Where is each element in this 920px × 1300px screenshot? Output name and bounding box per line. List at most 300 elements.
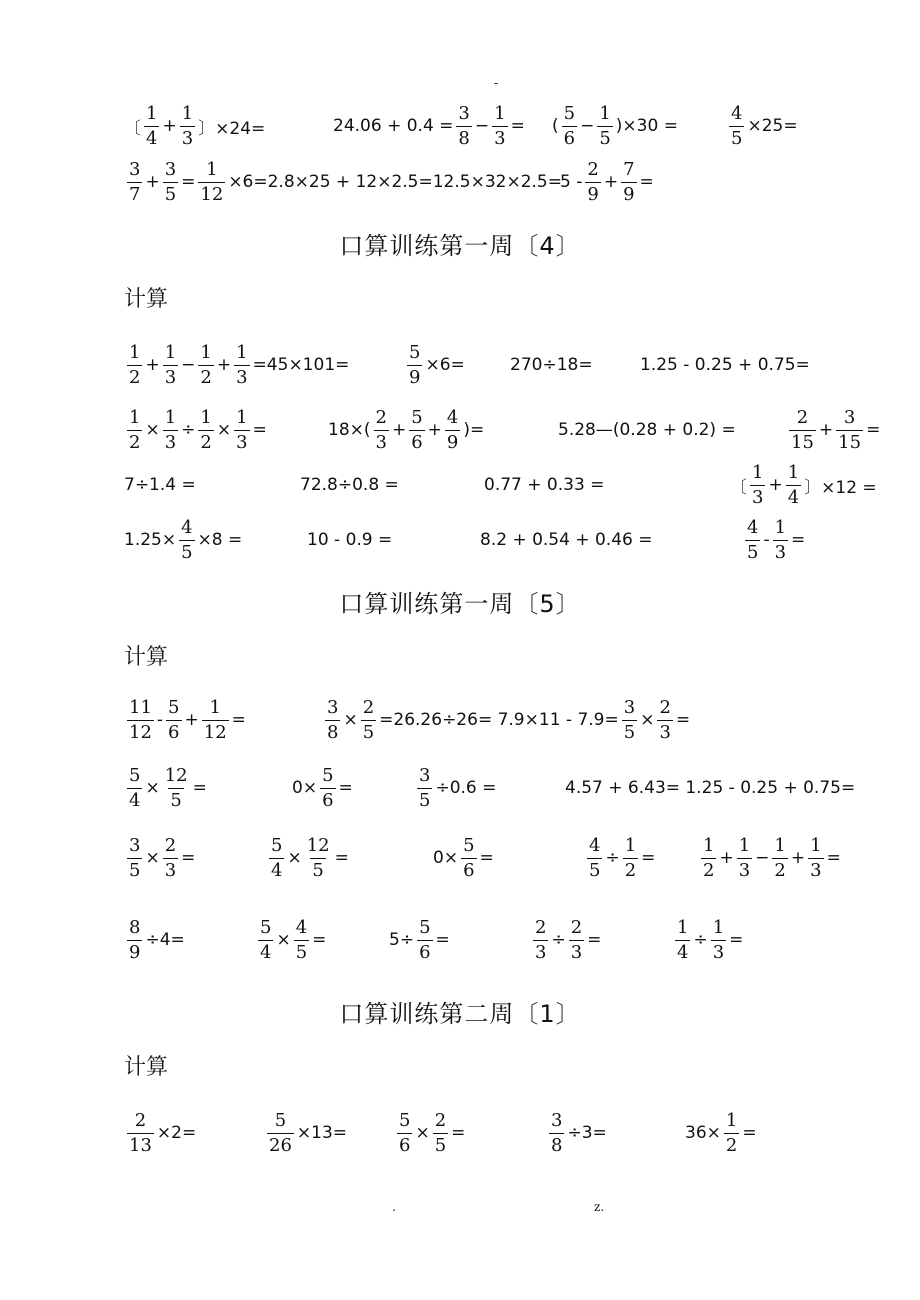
- fraction-denominator: 15: [791, 431, 814, 453]
- fraction-numerator: 2: [570, 916, 583, 938]
- fraction: [657, 696, 672, 743]
- fraction-numerator: 1: [774, 516, 787, 538]
- fraction-denominator: 9: [446, 431, 459, 453]
- expression-text: =: [742, 1123, 757, 1143]
- problem-row: [0, 152, 920, 212]
- expression-text: 36×: [685, 1123, 721, 1143]
- section-title: 口算训练第二周〔1〕: [339, 1000, 581, 1028]
- expression-text: ×: [287, 848, 302, 868]
- expression-text: =: [510, 116, 525, 136]
- fraction-numerator: 2: [587, 158, 599, 180]
- expression-text: -: [156, 710, 164, 730]
- fraction-numerator: 1: [725, 1109, 738, 1131]
- fraction-numerator: 1: [181, 102, 194, 124]
- fraction: [675, 916, 690, 963]
- expression-text: 24.06 + 0.4 =: [333, 116, 454, 136]
- fraction-numerator: 1: [206, 158, 218, 180]
- fraction: [729, 102, 744, 149]
- fraction: [320, 764, 335, 811]
- fraction-numerator: 3: [843, 406, 856, 428]
- fraction: [433, 1109, 448, 1156]
- fraction-numerator: 1: [209, 696, 221, 718]
- expression-text: =: [435, 930, 450, 950]
- math-expression: [266, 828, 349, 888]
- fraction: [701, 834, 716, 881]
- fraction-numerator: 1: [599, 102, 611, 124]
- fraction-denominator: 8: [458, 127, 470, 149]
- fraction: [202, 696, 229, 743]
- problem-row: [0, 335, 920, 395]
- expression-text: )×30 =: [615, 116, 678, 136]
- fraction-numerator: 1: [677, 916, 689, 938]
- fraction: [737, 834, 752, 881]
- fraction: [587, 834, 602, 881]
- expression-text: ×13=: [296, 1123, 348, 1143]
- math-expression: [560, 152, 654, 212]
- fraction-numerator: 2: [796, 406, 809, 428]
- footer-right-mark: z.: [594, 1200, 605, 1214]
- fraction-numerator: 11: [129, 696, 152, 718]
- fraction: [198, 158, 225, 205]
- fraction-numerator: 1: [164, 406, 177, 428]
- expression-text: −: [580, 116, 595, 136]
- expression-text: 10 - 0.9 =: [307, 530, 393, 550]
- expression-text: =: [729, 930, 744, 950]
- expression-text: =: [338, 778, 353, 798]
- expression-text: 7÷1.4 =: [124, 475, 196, 495]
- fraction: [808, 834, 823, 881]
- fraction-denominator: 5: [731, 127, 743, 149]
- problem-row: [0, 910, 920, 970]
- expression-text: ÷0.6 =: [435, 778, 497, 798]
- math-expression: [558, 400, 736, 460]
- fraction-denominator: 5: [181, 541, 193, 563]
- expression-text: 0×: [292, 778, 318, 798]
- fraction: [234, 341, 249, 388]
- fraction: [127, 834, 142, 881]
- fraction: [623, 834, 638, 881]
- expression-text: ÷4=: [145, 930, 185, 950]
- fraction-numerator: 1: [164, 341, 177, 363]
- fraction-denominator: 3: [164, 366, 177, 388]
- math-expression: [124, 455, 196, 515]
- fraction-numerator: 1: [236, 341, 248, 363]
- expression-text: ×6=2.8×25 + 12×2.5=12.5×32×2.5=: [228, 172, 562, 192]
- math-expression: [726, 96, 798, 156]
- fraction-numerator: 1: [752, 461, 764, 483]
- expression-text: ×: [145, 848, 160, 868]
- expression-text: ÷: [693, 930, 708, 950]
- fraction: [549, 1109, 564, 1156]
- expression-text: =: [826, 848, 841, 868]
- fraction-numerator: 4: [181, 516, 193, 538]
- math-expression: [742, 510, 805, 570]
- fraction-numerator: 4: [589, 834, 601, 856]
- expression-text: 5 -: [560, 172, 583, 192]
- fraction-numerator: 5: [260, 916, 272, 938]
- fraction: [179, 516, 194, 563]
- expression-text: ×2=: [156, 1123, 197, 1143]
- fraction-denominator: 6: [563, 127, 576, 149]
- fraction-denominator: 5: [170, 789, 182, 811]
- expression-text: ×: [415, 1123, 430, 1143]
- fraction: [127, 406, 142, 453]
- fraction-numerator: 5: [399, 1109, 411, 1131]
- expression-text: +: [768, 475, 783, 495]
- expression-text: =: [181, 172, 196, 192]
- section-title: 口算训练第一周〔4〕: [339, 232, 581, 260]
- fraction: [127, 916, 142, 963]
- fraction-denominator: 9: [129, 941, 141, 963]
- expression-text: 0×: [433, 848, 459, 868]
- fraction: [773, 516, 788, 563]
- fraction-denominator: 13: [129, 1134, 152, 1156]
- fraction-numerator: 2: [164, 834, 177, 856]
- math-expression: [685, 1103, 757, 1163]
- problem-row: [0, 1103, 920, 1163]
- expression-text: =: [866, 420, 881, 440]
- expression-text: 270÷18=: [510, 355, 593, 375]
- expression-text: 1.25×: [124, 530, 177, 550]
- expression-text: 5.28—(0.28 + 0.2) =: [558, 420, 736, 440]
- fraction-numerator: 2: [659, 696, 671, 718]
- fraction: [163, 158, 178, 205]
- fraction-numerator: 5: [274, 1109, 287, 1131]
- expression-text: ×: [216, 420, 232, 440]
- fraction: [461, 834, 476, 881]
- math-expression: [484, 455, 604, 515]
- fraction-denominator: 3: [164, 859, 177, 881]
- math-expression: [698, 828, 841, 888]
- fraction-numerator: 5: [409, 341, 421, 363]
- expression-text: ×: [145, 778, 160, 798]
- expression-text: =: [641, 848, 656, 868]
- fraction-numerator: 3: [551, 1109, 563, 1131]
- footer-left-mark: .: [392, 1200, 396, 1214]
- fraction-denominator: 4: [787, 486, 800, 508]
- fraction: [772, 834, 787, 881]
- fraction: [198, 341, 213, 388]
- problem-row: [0, 510, 920, 570]
- fraction-denominator: 4: [271, 859, 283, 881]
- fraction-numerator: 1: [236, 406, 248, 428]
- section-label: 计算: [124, 645, 169, 670]
- fraction: [127, 158, 142, 205]
- expression-text: =: [479, 848, 494, 868]
- fraction-numerator: 2: [362, 696, 375, 718]
- expression-text: =: [312, 930, 327, 950]
- fraction-denominator: 3: [752, 486, 764, 508]
- math-expression: [786, 400, 880, 460]
- fraction: [269, 834, 284, 881]
- fraction-numerator: 5: [411, 406, 423, 428]
- math-expression: [404, 335, 465, 395]
- fraction: [144, 102, 159, 149]
- expression-text: =: [192, 778, 207, 798]
- section-title: 口算训练第一周〔5〕: [339, 590, 581, 618]
- expression-text: +: [427, 420, 442, 440]
- fraction: [492, 102, 507, 149]
- fraction: [234, 406, 249, 453]
- fraction: [789, 406, 816, 453]
- math-expression: [124, 828, 195, 888]
- expression-text: 〕×24=: [198, 118, 266, 139]
- fraction-numerator: 1: [738, 834, 751, 856]
- fraction-denominator: 2: [624, 859, 637, 881]
- expression-text: +: [818, 420, 834, 440]
- fraction-numerator: 4: [731, 102, 743, 124]
- expression-text: +: [790, 848, 806, 868]
- fraction-numerator: 8: [129, 916, 141, 938]
- math-expression: [124, 910, 185, 970]
- math-expression: [552, 96, 678, 156]
- math-expression: [433, 828, 494, 888]
- fraction: [456, 102, 471, 149]
- fraction-numerator: 1: [712, 916, 725, 938]
- fraction: [325, 696, 340, 743]
- expression-text: ×8 =: [197, 530, 243, 550]
- fraction: [409, 406, 424, 453]
- fraction-denominator: 6: [411, 431, 423, 453]
- math-expression: [565, 758, 855, 818]
- fraction-denominator: 3: [164, 431, 177, 453]
- fraction-denominator: 15: [838, 431, 862, 453]
- header-mark: -: [494, 76, 499, 90]
- fraction-numerator: 12: [306, 834, 330, 856]
- fraction-denominator: 3: [570, 941, 583, 963]
- fraction-denominator: 9: [587, 183, 599, 205]
- math-expression: [328, 400, 484, 460]
- fraction: [127, 696, 154, 743]
- fraction-numerator: 1: [810, 834, 822, 856]
- fraction-numerator: 3: [129, 834, 141, 856]
- expression-text: −: [181, 355, 196, 375]
- expression-text: ×: [276, 930, 291, 950]
- fraction: [361, 696, 376, 743]
- expression-text: −: [474, 116, 490, 136]
- fraction-numerator: 4: [295, 916, 308, 938]
- fraction: [374, 406, 389, 453]
- fraction: [267, 1109, 294, 1156]
- math-expression: [672, 910, 743, 970]
- math-expression: [124, 510, 242, 570]
- fraction-denominator: 3: [659, 721, 671, 743]
- fraction-denominator: 5: [312, 859, 324, 881]
- fraction: [163, 341, 178, 388]
- expression-text: =: [451, 1123, 466, 1143]
- fraction: [597, 102, 612, 149]
- problem-row: [0, 758, 920, 818]
- expression-text: ×25=: [747, 116, 798, 136]
- fraction-denominator: 3: [375, 431, 387, 453]
- math-expression: [414, 758, 496, 818]
- fraction-numerator: 1: [703, 834, 715, 856]
- fraction: [445, 406, 460, 453]
- expression-text: =45×101=: [252, 355, 350, 375]
- fraction-denominator: 3: [535, 941, 547, 963]
- fraction-denominator: 3: [236, 366, 248, 388]
- fraction-denominator: 8: [551, 1134, 563, 1156]
- fraction-denominator: 6: [419, 941, 431, 963]
- fraction: [163, 406, 178, 453]
- math-expression: [255, 910, 326, 970]
- math-expression: [300, 455, 399, 515]
- fraction-denominator: 2: [774, 859, 786, 881]
- fraction: [417, 916, 432, 963]
- fraction-numerator: 2: [434, 1109, 447, 1131]
- expression-text: (: [552, 116, 559, 136]
- fraction: [127, 764, 142, 811]
- expression-text: ÷3=: [567, 1123, 607, 1143]
- expression-text: =26.26÷26= 7.9×11 - 7.9=: [379, 710, 619, 730]
- fraction-denominator: 2: [725, 1134, 738, 1156]
- fraction: [836, 406, 863, 453]
- fraction-denominator: 12: [203, 721, 227, 743]
- math-expression: [510, 335, 593, 395]
- expression-text: +: [145, 355, 160, 375]
- fraction-denominator: 26: [269, 1134, 292, 1156]
- fraction-denominator: 5: [599, 127, 611, 149]
- fraction-denominator: 3: [236, 431, 248, 453]
- math-expression: [584, 828, 655, 888]
- fraction-numerator: 5: [129, 764, 141, 786]
- fraction: [294, 916, 309, 963]
- expression-text: ×: [343, 710, 358, 730]
- expression-text: ÷: [181, 420, 196, 440]
- expression-text: ×6=: [425, 355, 465, 375]
- fraction-denominator: 4: [260, 941, 272, 963]
- fraction-numerator: 5: [322, 764, 334, 786]
- fraction-denominator: 6: [463, 859, 475, 881]
- fraction-denominator: 5: [419, 789, 431, 811]
- fraction-denominator: 3: [181, 127, 194, 149]
- fraction-denominator: 4: [129, 789, 141, 811]
- expression-text: 0.77 + 0.33 =: [484, 475, 605, 495]
- expression-text: -: [763, 530, 770, 550]
- fraction-denominator: 5: [434, 1134, 447, 1156]
- fraction: [417, 764, 432, 811]
- fraction-denominator: 2: [200, 431, 212, 453]
- math-expression: [264, 1103, 347, 1163]
- problem-row: [0, 690, 920, 750]
- math-expression: [124, 335, 349, 395]
- fraction-numerator: 1: [494, 102, 506, 124]
- fraction-denominator: 5: [747, 541, 759, 563]
- expression-text: )=: [463, 420, 485, 440]
- math-expression: [124, 400, 267, 460]
- fraction: [163, 834, 178, 881]
- fraction-numerator: 7: [623, 158, 635, 180]
- fraction: [533, 916, 548, 963]
- expression-text: +: [391, 420, 407, 440]
- fraction-denominator: 5: [164, 183, 177, 205]
- fraction: [305, 834, 332, 881]
- fraction-denominator: 2: [129, 431, 141, 453]
- fraction-numerator: 1: [624, 834, 637, 856]
- expression-text: ×: [145, 420, 160, 440]
- problem-row: [0, 455, 920, 515]
- fraction-numerator: 2: [134, 1109, 147, 1131]
- fraction: [750, 461, 765, 508]
- fraction-numerator: 2: [535, 916, 547, 938]
- expression-text: 72.8÷0.8 =: [300, 475, 399, 495]
- fraction-numerator: 5: [563, 102, 576, 124]
- fraction-denominator: 5: [362, 721, 375, 743]
- fraction-denominator: 12: [200, 183, 224, 205]
- expression-text: =: [639, 172, 654, 192]
- fraction: [622, 696, 637, 743]
- math-expression: [730, 455, 877, 515]
- expression-text: −: [755, 848, 770, 868]
- fraction-numerator: 1: [146, 102, 158, 124]
- fraction-numerator: 2: [375, 406, 387, 428]
- problem-row: [0, 828, 920, 888]
- fraction-denominator: 2: [129, 366, 141, 388]
- fraction: [621, 158, 636, 205]
- fraction-denominator: 9: [409, 366, 421, 388]
- math-expression: [322, 690, 690, 750]
- fraction-numerator: 3: [419, 764, 431, 786]
- fraction: [258, 916, 273, 963]
- fraction-numerator: 1: [787, 461, 800, 483]
- fraction-denominator: 6: [399, 1134, 411, 1156]
- fraction-numerator: 12: [164, 764, 188, 786]
- fraction-numerator: 1: [774, 834, 786, 856]
- fraction: [569, 916, 584, 963]
- fraction-numerator: 5: [168, 696, 180, 718]
- math-expression: [546, 1103, 607, 1163]
- math-expression: [480, 510, 653, 570]
- math-expression: [389, 910, 450, 970]
- fraction-denominator: 3: [810, 859, 822, 881]
- math-expression: [333, 96, 525, 156]
- fraction: [198, 406, 213, 453]
- fraction: [127, 341, 142, 388]
- fraction-denominator: 3: [712, 941, 725, 963]
- expression-text: =: [675, 710, 691, 730]
- fraction-numerator: 3: [458, 102, 470, 124]
- expression-text: =: [252, 420, 267, 440]
- expression-text: 8.2 + 0.54 + 0.46 =: [480, 530, 653, 550]
- fraction: [407, 341, 422, 388]
- fraction-denominator: 5: [589, 859, 601, 881]
- fraction: [711, 916, 726, 963]
- math-expression: [640, 335, 810, 395]
- problem-row: [0, 96, 920, 156]
- fraction: [163, 764, 190, 811]
- fraction: [127, 1109, 154, 1156]
- fraction-numerator: 4: [747, 516, 759, 538]
- expression-text: =: [791, 530, 806, 550]
- expression-text: 5÷: [389, 930, 415, 950]
- math-expression: [124, 96, 265, 156]
- problem-row: [0, 400, 920, 460]
- expression-text: +: [216, 355, 232, 375]
- expression-text: 4.57 + 6.43= 1.25 - 0.25 + 0.75=: [565, 778, 856, 798]
- math-expression: [394, 1103, 465, 1163]
- fraction-numerator: 5: [463, 834, 475, 856]
- fraction-denominator: 8: [327, 721, 339, 743]
- fraction-denominator: 5: [623, 721, 636, 743]
- expression-text: =: [334, 848, 349, 868]
- expression-text: +: [184, 710, 199, 730]
- fraction-denominator: 6: [322, 789, 334, 811]
- expression-text: ×: [640, 710, 655, 730]
- fraction-denominator: 7: [129, 183, 141, 205]
- section-label: 计算: [124, 287, 169, 312]
- fraction-numerator: 3: [129, 158, 141, 180]
- fraction-denominator: 9: [623, 183, 635, 205]
